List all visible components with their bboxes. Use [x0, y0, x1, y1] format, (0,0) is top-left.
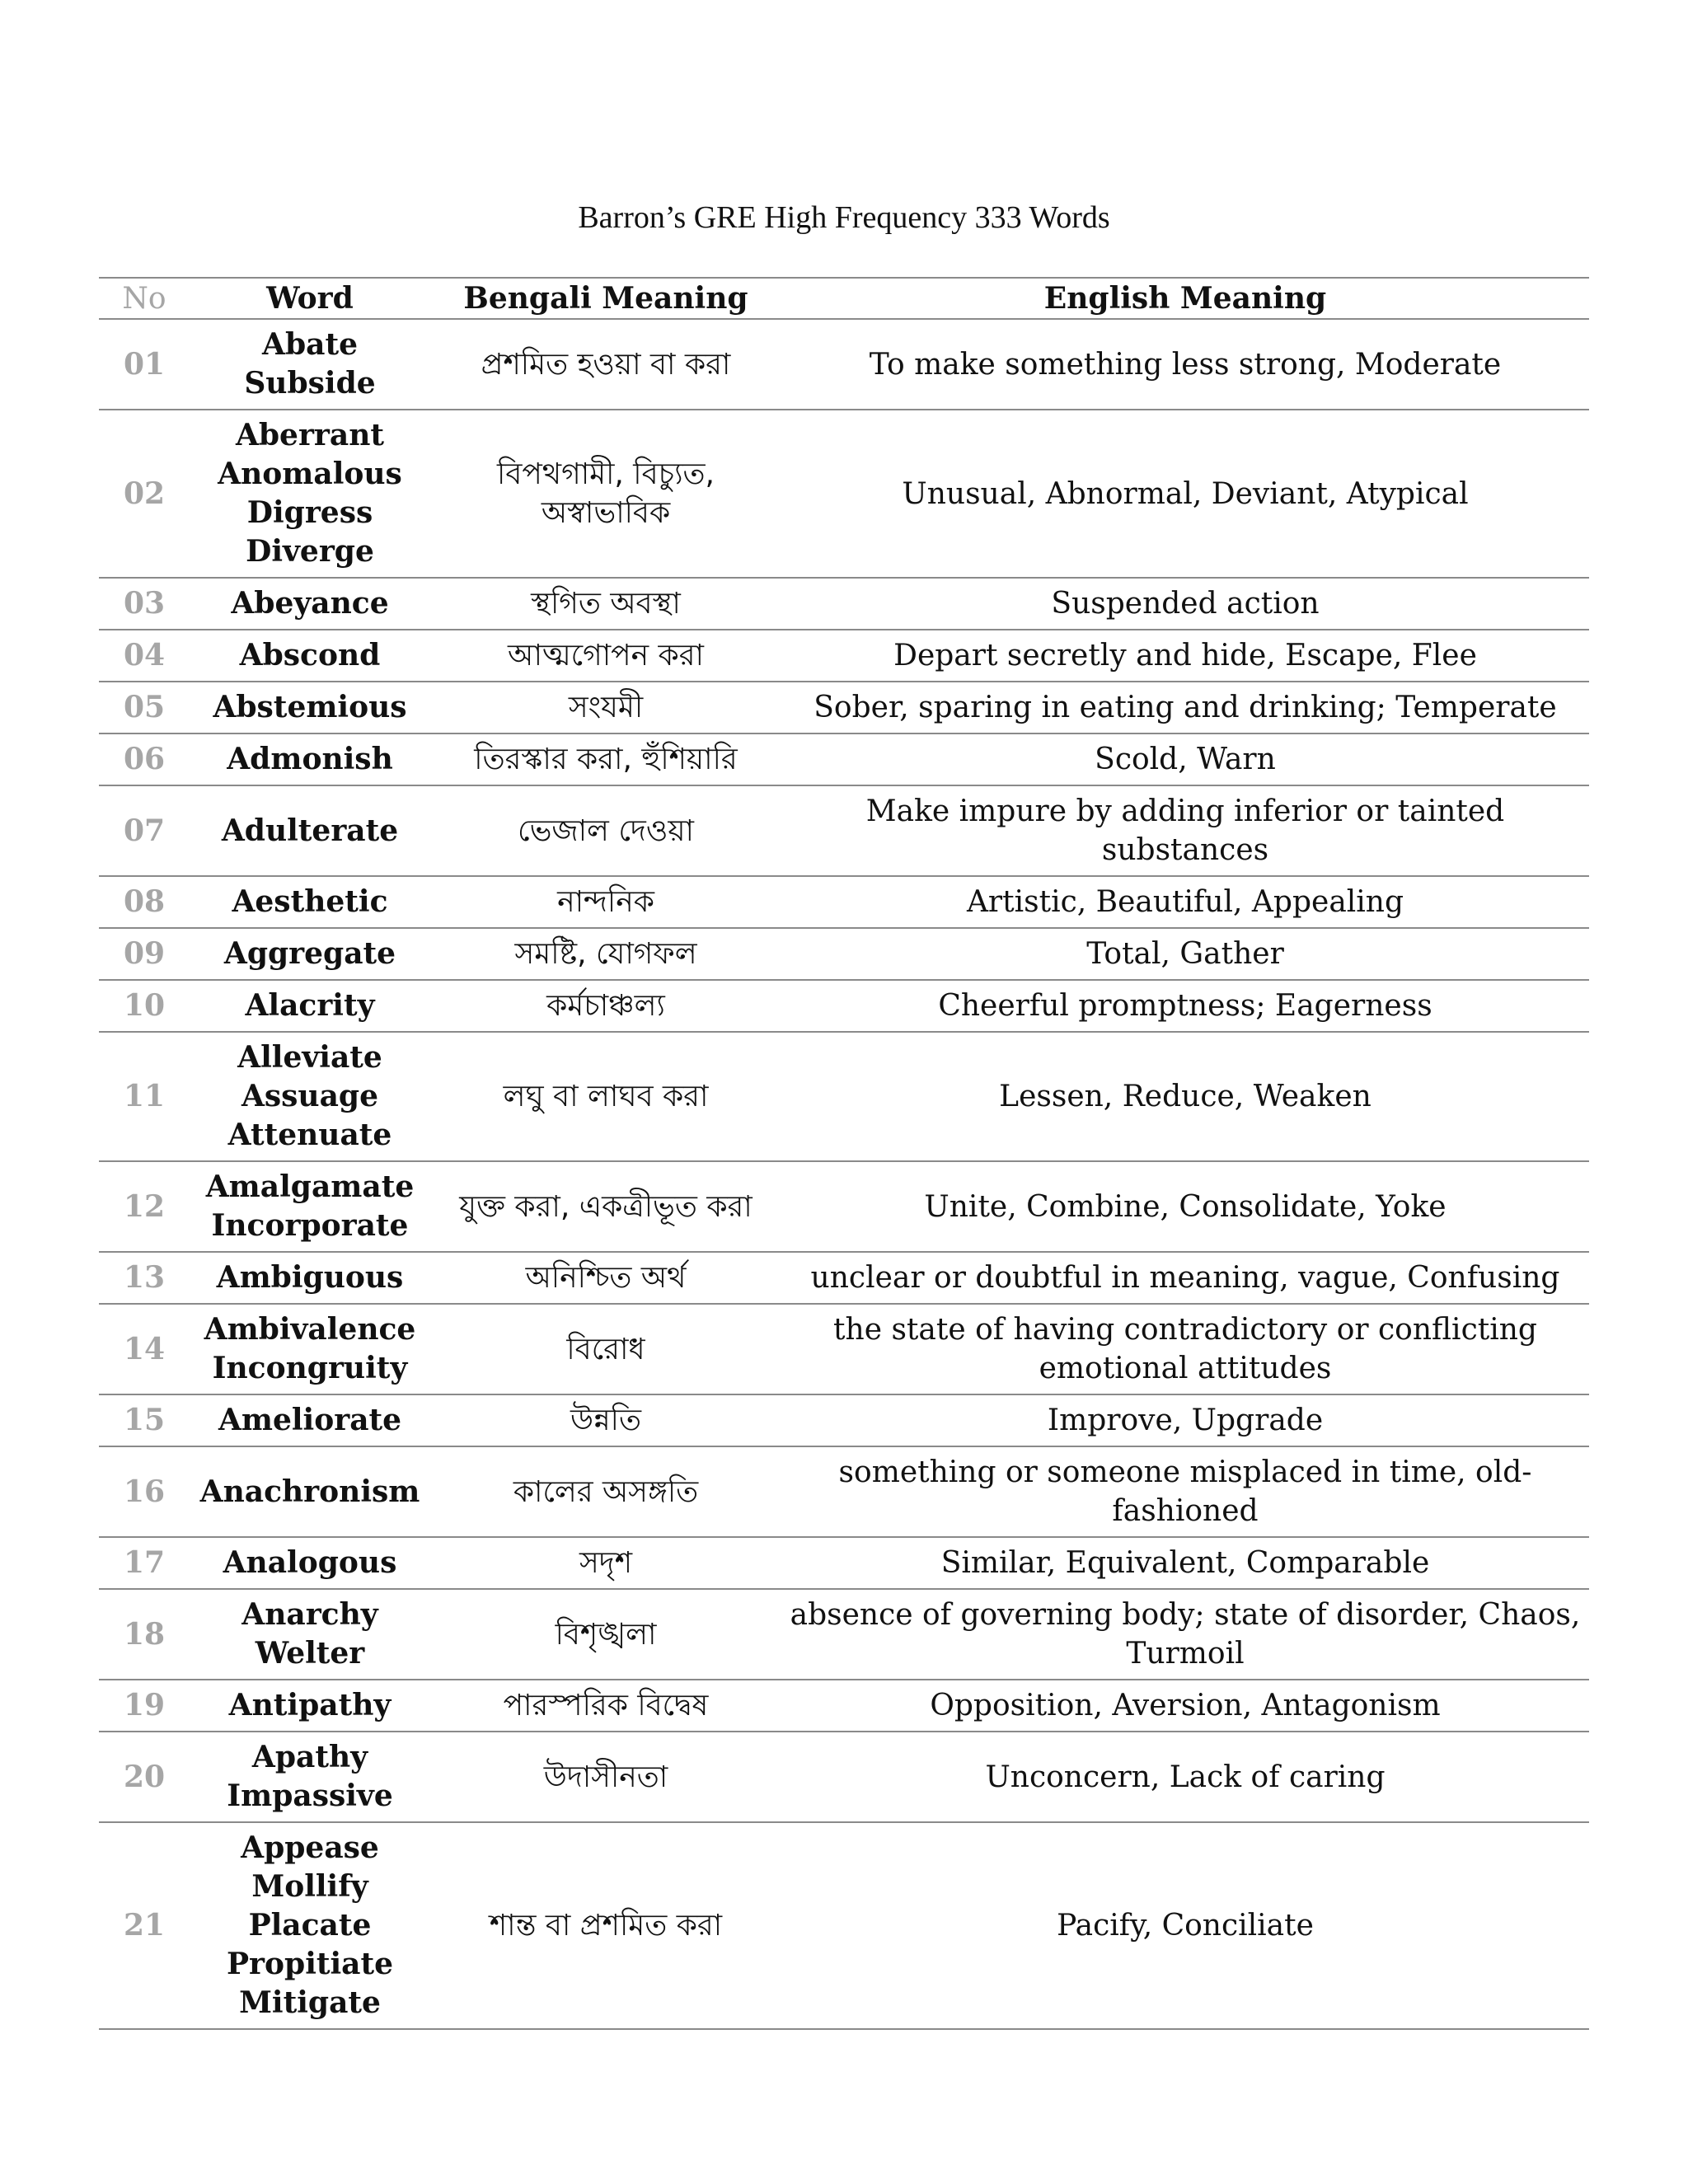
bengali-meaning: সদৃশ [430, 1537, 781, 1589]
bengali-meaning: উদাসীনতা [430, 1732, 781, 1822]
page-title: Barron’s GRE High Frequency 333 Words [578, 200, 1110, 235]
row-number: 08 [99, 876, 190, 928]
table-row [99, 876, 1589, 928]
bengali-meaning: কর্মচাঞ্চল্য [430, 980, 781, 1032]
word: Assuage [241, 1079, 379, 1113]
word: Abate [262, 327, 358, 362]
bengali-meaning: কালের অসঙ্গতি [430, 1446, 781, 1537]
row-number: 21 [99, 1822, 190, 2029]
word-cell [190, 410, 430, 578]
word-cell [190, 785, 430, 876]
word: Subside [244, 366, 376, 401]
word-cell [190, 1446, 430, 1537]
bengali-meaning: বিশৃঙ্খলা [430, 1589, 781, 1680]
english-meaning: Depart secretly and hide, Escape, Flee [781, 630, 1589, 682]
english-meaning: Unconcern, Lack of caring [781, 1732, 1589, 1822]
bengali-meaning: শান্ত বা প্রশমিত করা [430, 1822, 781, 2029]
table-row [99, 1537, 1589, 1589]
word: Adulterate [221, 813, 399, 848]
table-row [99, 319, 1589, 410]
word: Appease [241, 1830, 379, 1865]
bengali-meaning: তিরস্কার করা, হুঁশিয়ারি [430, 733, 781, 785]
word: Aggregate [223, 936, 396, 971]
word: Anachronism [199, 1474, 420, 1509]
english-meaning: absence of governing body; state of disorder, Chaos, Turmoil [781, 1589, 1589, 1680]
word: Abscond [239, 638, 381, 673]
english-meaning: To make something less strong, Moderate [781, 319, 1589, 410]
word-cell [190, 682, 430, 733]
word: Impassive [227, 1779, 393, 1813]
table-row [99, 682, 1589, 733]
row-number: 11 [99, 1032, 190, 1161]
word: Diverge [246, 534, 374, 569]
english-meaning: Similar, Equivalent, Comparable [781, 1537, 1589, 1589]
word-cell [190, 1589, 430, 1680]
table-row [99, 1252, 1589, 1304]
table-row [99, 1589, 1589, 1680]
table-row [99, 733, 1589, 785]
bengali-meaning: বিপথগামী, বিচ্যুত, অস্বাভাবিক [430, 410, 781, 578]
word-cell [190, 578, 430, 630]
english-meaning: Cheerful promptness; Eagerness [781, 980, 1589, 1032]
word: Welter [255, 1636, 365, 1671]
bengali-meaning: নান্দনিক [430, 876, 781, 928]
english-meaning: Total, Gather [781, 928, 1589, 980]
word: Aesthetic [232, 884, 388, 919]
word-cell [190, 1822, 430, 2029]
english-meaning: Unusual, Abnormal, Deviant, Atypical [781, 410, 1589, 578]
word: Mitigate [239, 1985, 381, 2020]
word: Incongruity [212, 1351, 408, 1385]
bengali-meaning: স্থগিত অবস্থা [430, 578, 781, 630]
word: Ambivalence [204, 1312, 416, 1347]
bengali-meaning: বিরোধ [430, 1304, 781, 1394]
row-number: 10 [99, 980, 190, 1032]
word-cell [190, 980, 430, 1032]
row-number: 17 [99, 1537, 190, 1589]
word: Alleviate [237, 1040, 382, 1075]
word: Apathy [251, 1740, 368, 1774]
row-number: 14 [99, 1304, 190, 1394]
table-row [99, 1304, 1589, 1394]
table-row [99, 410, 1589, 578]
word-cell [190, 1394, 430, 1446]
row-number: 03 [99, 578, 190, 630]
row-number: 12 [99, 1161, 190, 1252]
word: Alacrity [245, 988, 375, 1023]
word-cell [190, 1732, 430, 1822]
table-row [99, 980, 1589, 1032]
word: Propitiate [226, 1947, 394, 1981]
word: Mollify [251, 1869, 368, 1904]
header-row [99, 278, 1589, 319]
header-bengali-meaning: Bengali Meaning [430, 278, 781, 319]
table-row [99, 1446, 1589, 1537]
word: Placate [248, 1908, 372, 1943]
english-meaning: unclear or doubtful in meaning, vague, Confusing [781, 1252, 1589, 1304]
header-word: Word [190, 278, 430, 319]
bengali-meaning: উন্নতি [430, 1394, 781, 1446]
bengali-meaning: আত্মগোপন করা [430, 630, 781, 682]
word-cell [190, 733, 430, 785]
table-row [99, 785, 1589, 876]
word: Antipathy [228, 1688, 392, 1722]
table-row [99, 1822, 1589, 2029]
table-row [99, 578, 1589, 630]
table-row [99, 1680, 1589, 1732]
word: Admonish [227, 742, 393, 776]
table-row [99, 1394, 1589, 1446]
english-meaning: Improve, Upgrade [781, 1394, 1589, 1446]
english-meaning: Make impure by adding inferior or tainted substances [781, 785, 1589, 876]
row-number: 05 [99, 682, 190, 733]
word: Aberrant [235, 418, 385, 452]
word: Ameliorate [218, 1403, 402, 1437]
header-no: No [99, 278, 190, 319]
word-cell [190, 1161, 430, 1252]
header-english-meaning: English Meaning [781, 278, 1589, 319]
table-row [99, 1032, 1589, 1161]
row-number: 09 [99, 928, 190, 980]
bengali-meaning: পারস্পরিক বিদ্বেষ [430, 1680, 781, 1732]
row-number: 07 [99, 785, 190, 876]
english-meaning: Artistic, Beautiful, Appealing [781, 876, 1589, 928]
table-row [99, 1161, 1589, 1252]
english-meaning: Lessen, Reduce, Weaken [781, 1032, 1589, 1161]
word: Anomalous [218, 457, 402, 491]
word: Amalgamate [205, 1169, 415, 1204]
bengali-meaning: সমষ্টি, যোগফল [430, 928, 781, 980]
english-meaning: Pacify, Conciliate [781, 1822, 1589, 2029]
vocabulary-table [99, 277, 1589, 2030]
row-number: 13 [99, 1252, 190, 1304]
english-meaning: Sober, sparing in eating and drinking; Temperate [781, 682, 1589, 733]
bengali-meaning: অনিশ্চিত অর্থ [430, 1252, 781, 1304]
english-meaning: something or someone misplaced in time, old-fashioned [781, 1446, 1589, 1537]
bengali-meaning: প্রশমিত হওয়া বা করা [430, 319, 781, 410]
word-cell [190, 1252, 430, 1304]
word: Incorporate [211, 1208, 409, 1243]
row-number: 20 [99, 1732, 190, 1822]
word: Abstemious [213, 690, 407, 724]
word-cell [190, 1304, 430, 1394]
word-cell [190, 630, 430, 682]
english-meaning: Unite, Combine, Consolidate, Yoke [781, 1161, 1589, 1252]
word-cell [190, 1680, 430, 1732]
bengali-meaning: লঘু বা লাঘব করা [430, 1032, 781, 1161]
bengali-meaning: ভেজাল দেওয়া [430, 785, 781, 876]
row-number: 16 [99, 1446, 190, 1537]
row-number: 02 [99, 410, 190, 578]
english-meaning: Scold, Warn [781, 733, 1589, 785]
word-cell [190, 1537, 430, 1589]
table-header [99, 278, 1589, 319]
english-meaning: the state of having contradictory or conflicting emotional attitudes [781, 1304, 1589, 1394]
word: Attenuate [227, 1118, 392, 1152]
word-cell [190, 928, 430, 980]
word: Abeyance [231, 586, 389, 621]
word: Anarchy [241, 1597, 378, 1632]
word: Ambiguous [216, 1260, 404, 1295]
english-meaning: Suspended action [781, 578, 1589, 630]
bengali-meaning: সংযমী [430, 682, 781, 733]
table-row [99, 1732, 1589, 1822]
row-number: 15 [99, 1394, 190, 1446]
word: Analogous [223, 1545, 397, 1580]
bengali-meaning: যুক্ত করা, একত্রীভূত করা [430, 1161, 781, 1252]
table-body [99, 319, 1589, 2029]
word-cell [190, 319, 430, 410]
row-number: 01 [99, 319, 190, 410]
row-number: 18 [99, 1589, 190, 1680]
table-row [99, 928, 1589, 980]
row-number: 04 [99, 630, 190, 682]
table-row [99, 630, 1589, 682]
english-meaning: Opposition, Aversion, Antagonism [781, 1680, 1589, 1732]
word-cell [190, 876, 430, 928]
word: Digress [246, 495, 373, 530]
row-number: 19 [99, 1680, 190, 1732]
word-cell [190, 1032, 430, 1161]
row-number: 06 [99, 733, 190, 785]
